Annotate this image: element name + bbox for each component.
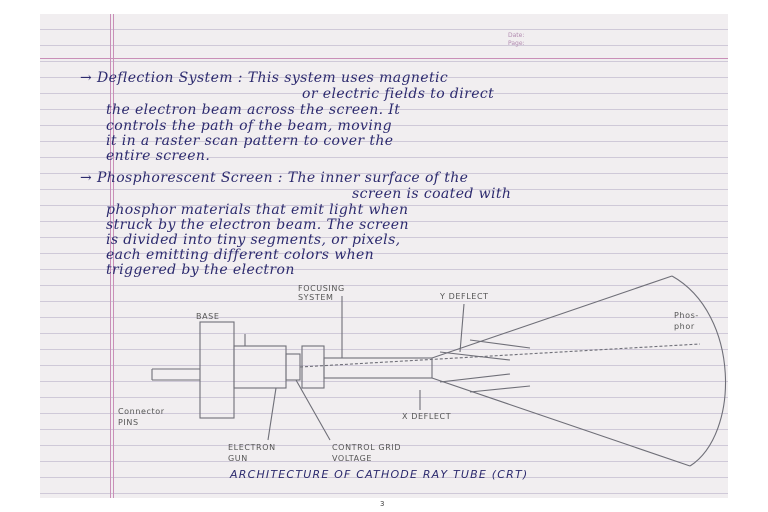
phosphor-line-3: phosphor materials that emit light when xyxy=(106,202,409,218)
page-label: Page: xyxy=(508,40,525,47)
deflection-line-6: entire screen. xyxy=(106,148,211,164)
deflection-line-4: controls the path of the beam, moving xyxy=(106,118,393,134)
diagram-caption: ARCHITECTURE OF CATHODE RAY TUBE (CRT) xyxy=(230,468,529,481)
phosphor-line-6: each emitting different colors when xyxy=(106,247,375,263)
tube-funnel-top xyxy=(432,276,672,358)
base-label: BASE xyxy=(196,312,220,321)
x-deflect-plate xyxy=(470,386,530,392)
page-number: 3 xyxy=(380,500,385,508)
electron-gun xyxy=(234,346,286,388)
notebook-page xyxy=(40,14,728,498)
gun-leader xyxy=(268,388,276,440)
phosphor-line-1: → Phosphorescent Screen : The inner surface of the xyxy=(80,170,469,186)
phosphor-line-5: is divided into tiny segments, or pixels, xyxy=(106,232,401,248)
phosphor-line-7: triggered by the electron xyxy=(106,262,295,278)
y-deflect-leader xyxy=(460,304,464,352)
phosphor-screen xyxy=(672,276,726,466)
electron-beam xyxy=(300,344,700,367)
focusing-tube xyxy=(324,358,432,378)
x-deflect-plate xyxy=(470,340,530,348)
deflection-line-1: → Deflection System : This system uses magnetic xyxy=(80,70,449,86)
tube-funnel-bottom xyxy=(432,378,690,466)
control-grid-voltage-label: CONTROL GRID VOLTAGE xyxy=(332,443,402,463)
phosphor-label: Phos-phor xyxy=(674,311,699,331)
x-deflect-label: X DEFLECT xyxy=(402,412,452,421)
base-block xyxy=(200,322,234,418)
phosphor-line-4: struck by the electron beam. The screen xyxy=(106,217,409,233)
focusing-system-label: FOCUSING SYSTEM xyxy=(298,284,345,302)
deflection-line-5: it in a raster scan pattern to cover the xyxy=(106,133,394,149)
deflection-line-3: the electron beam across the screen. It xyxy=(106,102,401,118)
y-deflect-plate-bottom xyxy=(440,374,510,382)
date-label: Date: xyxy=(508,32,525,39)
electron-gun-label: ELECTRON GUN xyxy=(228,443,276,463)
deflection-line-2: or electric fields to direct xyxy=(302,86,495,102)
connector-pins-label: Connector PINS xyxy=(118,407,165,427)
y-deflect-label: Y DEFLECT xyxy=(440,292,489,301)
phosphor-line-2: screen is coated with xyxy=(352,186,512,202)
grid-leader xyxy=(296,380,330,440)
control-grid xyxy=(286,354,300,380)
